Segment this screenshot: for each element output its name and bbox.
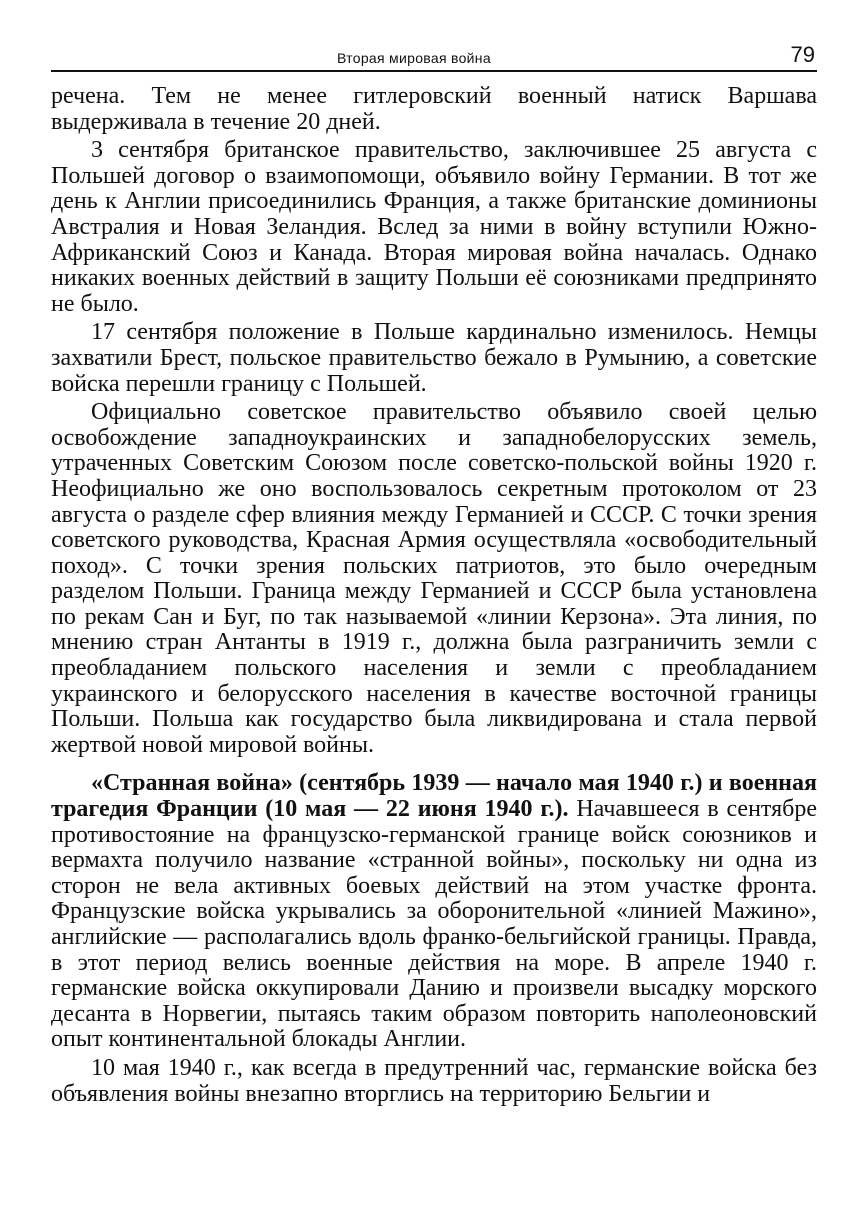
page-header xyxy=(51,40,817,72)
paragraph: Официально советское правительство объявило своей целью освобождение западноукраинских и западнобелорусских земель, утраченных Советским Союзом после советско-польской войны 1920 г. Неофициально же оно воспользовалось секретным протоколом от 23 августа о разделе сфер влияния между Германией и СССР. С точки зрения советского руководства, Красная Армия осуществляла «освободительный поход». С точки зрения польских патриотов, это было очередным разделом Польши. Граница между Германией и СССР была установлена по рекам Сан и Буг, по так называемой «линии Керзона». Эта линия, по мнению стран Антанты в 1919 г., должна была разграничить земли с преобладанием польского населения и земли с преобладанием украинского и белорусского населения в качестве восточной границы Польши. Польша как государство была ликвидирована и стала первой жертвой новой мировой войны. xyxy=(51,399,817,758)
page-number: 79 xyxy=(790,42,815,67)
section-paragraph xyxy=(51,771,817,1053)
paragraph: 10 мая 1940 г., как всегда в предутренний час, германские войска без объявления войны внезапно вторглись на территорию Бельгии и xyxy=(51,1054,817,1107)
paragraph: речена. Тем не менее гитлеровский военный натиск Варшава выдерживала в течение 20 дней. xyxy=(51,83,817,135)
page-body xyxy=(51,84,817,1107)
paragraph: 17 сентября положение в Польше кардинально изменилось. Немцы захватили Брест, польское правительство бежало в Румынию, а советские войска перешли границу с Польшей. xyxy=(51,319,817,397)
running-title: Вторая мировая война xyxy=(337,50,491,66)
section-text: Начавшееся в сентябре противостояние на французско-германской границе войск союзников и вермахта получило название «странной войны», поскольку ни одна из сторон не вела активных боевых действий на этом участке фронта. Французские войска укрывались за оборонительной «линией Мажино», английские — располагались вдоль франко-бельгийской границы. Правда, в этот период велись военные действия на море. В апреле 1940 г. германские войска оккупировали Данию и произвели высадку морского десанта в Норвегии, пытаясь таким образом повторить наполеоновский опыт континентальной блокады Англии. xyxy=(51,796,817,1053)
section-heading: «Странная война» (сентябрь 1939 — начало мая 1940 г.) и военная трагедия Франции (10 мая — 22 июня 1940 г.). xyxy=(51,770,817,823)
paragraph: 3 сентября британское правительство, заключившее 25 августа с Польшей договор о взаимопомощи, объявило войну Германии. В тот же день к Англии присоединились Франция, а также британские доминионы Австралия и Новая Зеландия. Вслед за ними в войну вступили Южно-Африканский Союз и Канада. Вторая мировая война началась. Однако никаких военных действий в защиту Польши её союзниками предпринято не было. xyxy=(51,137,817,317)
